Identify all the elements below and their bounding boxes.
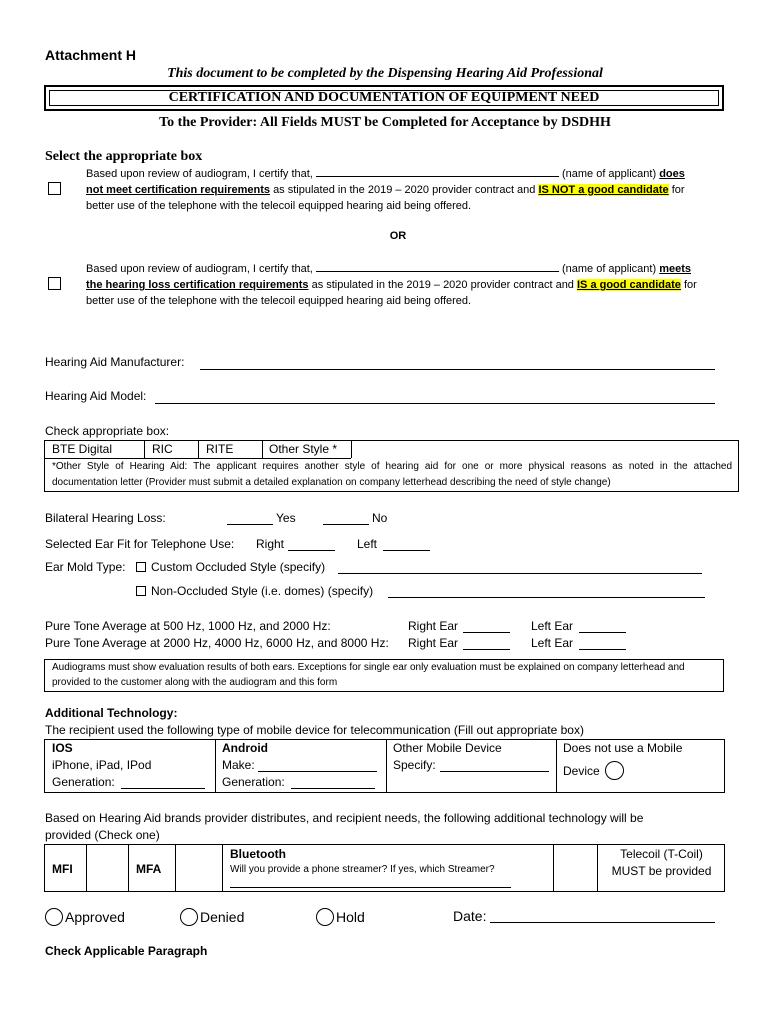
bilateral-yes-input[interactable] [227, 524, 273, 525]
option1-not-meet: not meet certification requirements [86, 184, 270, 196]
manufacturer-label: Hearing Aid Manufacturer: [45, 355, 185, 369]
option1-applicant-line[interactable] [316, 165, 559, 177]
audiogram-note-2: provided to the customer along with the audiogram and this form [52, 677, 338, 688]
date-label: Date: [453, 908, 487, 924]
mfi-checkbox[interactable] [87, 845, 127, 891]
other-mobile-specify-input[interactable] [440, 771, 549, 772]
occluded-specify-input[interactable] [338, 573, 702, 574]
denied-radio[interactable] [180, 908, 198, 926]
style-rite[interactable]: RITE [206, 442, 234, 456]
other-mobile-label: Other Mobile Device [393, 741, 502, 755]
subtitle: This document to be completed by the Dispensing Hearing Aid Professional [167, 66, 603, 81]
style-other[interactable]: Other Style * [269, 442, 338, 456]
bilateral-no-input[interactable] [323, 524, 369, 525]
other-style-note-2: documentation letter (Provider must submit a detailed explanation on company letterhead describing the need of style change) [52, 477, 611, 488]
mfa-checkbox[interactable] [176, 845, 221, 891]
option2-tail: better use of the telephone with the telecoil equipped hearing aid being offered. [86, 295, 472, 307]
option1-pre: Based upon review of audiogram, I certify that, [86, 168, 313, 180]
option2-applicant-line[interactable] [316, 260, 559, 272]
tech-intro: The recipient used the following type of mobile device for telecommunication (Fill out appropriate box) [45, 723, 584, 737]
option1-name-hint: (name of applicant) [561, 168, 657, 180]
android-generation-label: Generation: [222, 775, 285, 789]
streamer-question: Will you provide a phone streamer? If yes, which Streamer? [230, 864, 495, 875]
approved-radio[interactable] [45, 908, 63, 926]
non-occluded-checkbox[interactable] [136, 586, 146, 596]
pta1-right-label: Right Ear [408, 619, 459, 633]
occluded-option[interactable] [136, 560, 325, 574]
bilateral-yes: Yes [276, 511, 296, 525]
option2-mid: as stipulated in the 2019 – 2020 provider contract and [311, 279, 574, 291]
date-input[interactable] [490, 922, 715, 923]
ios-devices: iPhone, iPad, IPod [52, 758, 152, 772]
option1-for: for [671, 184, 685, 196]
non-occluded-label: Non-Occluded Style (i.e. domes) (specify) [151, 584, 374, 598]
tech-heading: Additional Technology: [45, 706, 178, 720]
mold-label: Ear Mold Type: [45, 560, 126, 574]
no-mobile-radio[interactable] [605, 761, 624, 780]
option2-checkbox[interactable] [48, 277, 61, 290]
non-occluded-option[interactable] [136, 584, 373, 598]
ios-label: IOS [52, 741, 73, 755]
check-box-label: Check appropriate box: [45, 424, 170, 438]
hold-radio[interactable] [316, 908, 334, 926]
option1-checkbox[interactable] [48, 182, 61, 195]
model-input[interactable] [155, 403, 715, 404]
approved-option[interactable] [45, 908, 125, 926]
pta2-left-input[interactable] [579, 649, 626, 650]
streamer-input[interactable] [230, 887, 511, 888]
audiogram-note-1: Audiograms must show evaluation results of both ears. Exceptions for single ear only evaluation must be explained on company letterhead and [52, 662, 685, 673]
other-mobile-specify-label: Specify: [393, 758, 436, 772]
android-generation-input[interactable] [291, 788, 375, 789]
model-label: Hearing Aid Model: [45, 389, 147, 403]
pta2-left-label: Left Ear [531, 636, 574, 650]
pta2-right-label: Right Ear [408, 636, 459, 650]
non-occluded-specify-input[interactable] [388, 597, 705, 598]
option2-candidate: IS a good candidate [577, 279, 681, 291]
denied-option[interactable] [180, 908, 244, 926]
ios-generation-input[interactable] [121, 788, 205, 789]
option2-pre: Based upon review of audiogram, I certify that, [86, 263, 313, 275]
denied-label: Denied [200, 909, 245, 925]
pta1-left-label: Left Ear [531, 619, 574, 633]
brands-text-1: Based on Hearing Aid brands provider distributes, and recipient needs, the following additional technology will be [45, 811, 644, 825]
provider-instruction: To the Provider: All Fields MUST be Completed for Acceptance by DSDHH [159, 115, 611, 130]
option2-for: for [683, 279, 697, 291]
occluded-checkbox[interactable] [136, 562, 146, 572]
no-mobile-label-1: Does not use a Mobile [563, 741, 683, 755]
no-mobile-label-2: Device [563, 764, 600, 778]
option1-tail: better use of the telephone with the telecoil equipped hearing aid being offered. [86, 200, 472, 212]
ear-fit-right: Right [256, 537, 285, 551]
hold-option[interactable] [316, 908, 365, 926]
check-paragraph-label: Check Applicable Paragraph [45, 944, 208, 958]
telecoil-label-1: Telecoil (T-Coil) [620, 847, 703, 861]
option1-does: does [659, 168, 685, 180]
manufacturer-input[interactable] [200, 369, 715, 370]
hold-label: Hold [336, 909, 365, 925]
style-bte[interactable]: BTE Digital [52, 442, 113, 456]
banner-title: CERTIFICATION AND DOCUMENTATION OF EQUIPMENT NEED [168, 90, 600, 105]
android-make-label: Make: [222, 758, 255, 772]
ear-fit-label: Selected Ear Fit for Telephone Use: [45, 537, 235, 551]
ear-fit-right-input[interactable] [288, 550, 335, 551]
ear-fit-left-input[interactable] [383, 550, 430, 551]
telecoil-label-2: MUST be provided [611, 864, 712, 878]
mfi-label: MFI [52, 862, 73, 876]
bilateral-label: Bilateral Hearing Loss: [45, 511, 166, 525]
android-label: Android [222, 741, 268, 755]
select-heading: Select the appropriate box [45, 149, 203, 164]
option2-text [86, 260, 716, 309]
attachment-label: Attachment H [45, 47, 137, 63]
or-separator: OR [389, 230, 407, 242]
bilateral-no: No [372, 511, 388, 525]
option2-meets: meets [659, 263, 691, 275]
ear-fit-left: Left [357, 537, 378, 551]
ios-generation-label: Generation: [52, 775, 115, 789]
pta1-left-input[interactable] [579, 632, 626, 633]
occluded-label: Custom Occluded Style (specify) [151, 560, 326, 574]
banner [44, 85, 724, 111]
bluetooth-label: Bluetooth [230, 847, 286, 861]
brands-text-2: provided (Check one) [45, 828, 160, 842]
pta2-right-input[interactable] [463, 649, 510, 650]
other-style-note: *Other Style of Hearing Aid: The applicant requires another style of hearing aid for one or more physical reasons as noted in the attached [52, 461, 732, 472]
bluetooth-checkbox[interactable] [554, 845, 596, 891]
option2-requirements: the hearing loss certification requirements [86, 279, 309, 291]
option1-mid: as stipulated in the 2019 – 2020 provider contract and [273, 184, 536, 196]
approved-label: Approved [65, 909, 125, 925]
style-ric[interactable]: RIC [152, 442, 173, 456]
option1-text [86, 165, 716, 214]
pta1-right-input[interactable] [463, 632, 510, 633]
option1-candidate: IS NOT a good candidate [538, 184, 669, 196]
mfa-label: MFA [136, 862, 162, 876]
option2-name-hint: (name of applicant) [561, 263, 657, 275]
pta-line-2: Pure Tone Average at 2000 Hz, 4000 Hz, 6000 Hz, and 8000 Hz: [45, 636, 389, 650]
pta-line-1: Pure Tone Average at 500 Hz, 1000 Hz, and 2000 Hz: [45, 619, 331, 633]
android-make-input[interactable] [258, 771, 377, 772]
